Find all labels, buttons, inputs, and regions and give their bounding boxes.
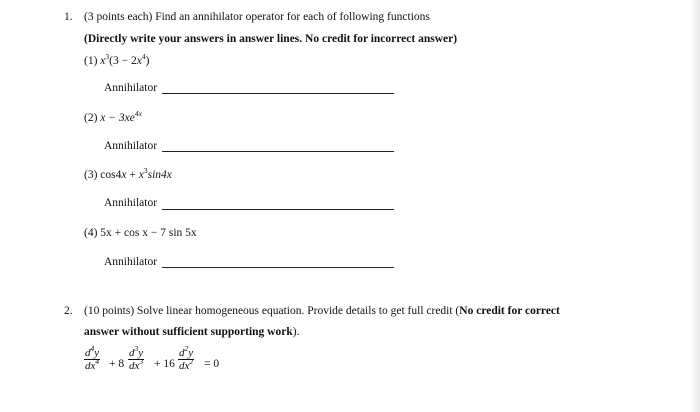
frac-d4y-dx4: $\frac{d^4y}{dx^4}$: [85, 344, 100, 372]
q1-part2: (2) $x - 3xe^{4x}$: [84, 109, 142, 124]
q1-part4: (4) 5x + cos x − 7 sin 5x: [84, 227, 197, 239]
part4-label: (4): [84, 227, 98, 239]
q1-part3: (3) $\cos 4x + x^3\sin 4x$: [84, 166, 172, 181]
plus-16: + 16: [154, 358, 175, 370]
annihilator-label-3: Annihilator: [104, 197, 158, 209]
q2-text-line2: answer without sufficient supporting work).: [84, 326, 300, 338]
frac-d2y-dx2: $\frac{d^2y}{dx^2}$: [179, 344, 194, 372]
answer-line-4[interactable]: [162, 267, 394, 268]
q1-intro: (3 points each) Find an annihilator operator for each of following functions: [84, 11, 430, 23]
q2-equation: [84, 344, 284, 383]
part2-label: (2): [84, 112, 98, 124]
answer-line-2[interactable]: [162, 151, 394, 152]
page-edge-shadow: [690, 0, 700, 412]
q2-text-line1: (10 points) Solve linear homogeneous equation. Provide details to get full credit (No credit for correct: [84, 305, 560, 317]
part3-label: (3): [84, 169, 98, 181]
part1-label: (1): [84, 55, 98, 67]
q1-instruction: (Directly write your answers in answer lines. No credit for incorrect answer): [84, 33, 458, 45]
q2-number: 2.: [64, 305, 73, 317]
annihilator-label-1: Annihilator: [104, 82, 158, 94]
answer-line-1[interactable]: [162, 93, 394, 94]
q1-part1: (1) $x^3(3 - 2x^4)$: [84, 52, 150, 67]
annihilator-label-2: Annihilator: [104, 140, 158, 152]
q1-number: 1.: [64, 11, 73, 23]
plus-8: + 8: [109, 358, 125, 370]
annihilator-label-4: Annihilator: [104, 256, 158, 268]
equals-zero: = 0: [204, 358, 220, 370]
frac-d3y-dx3: $\frac{d^3y}{dx^3}$: [129, 344, 144, 372]
answer-line-3[interactable]: [162, 209, 394, 210]
